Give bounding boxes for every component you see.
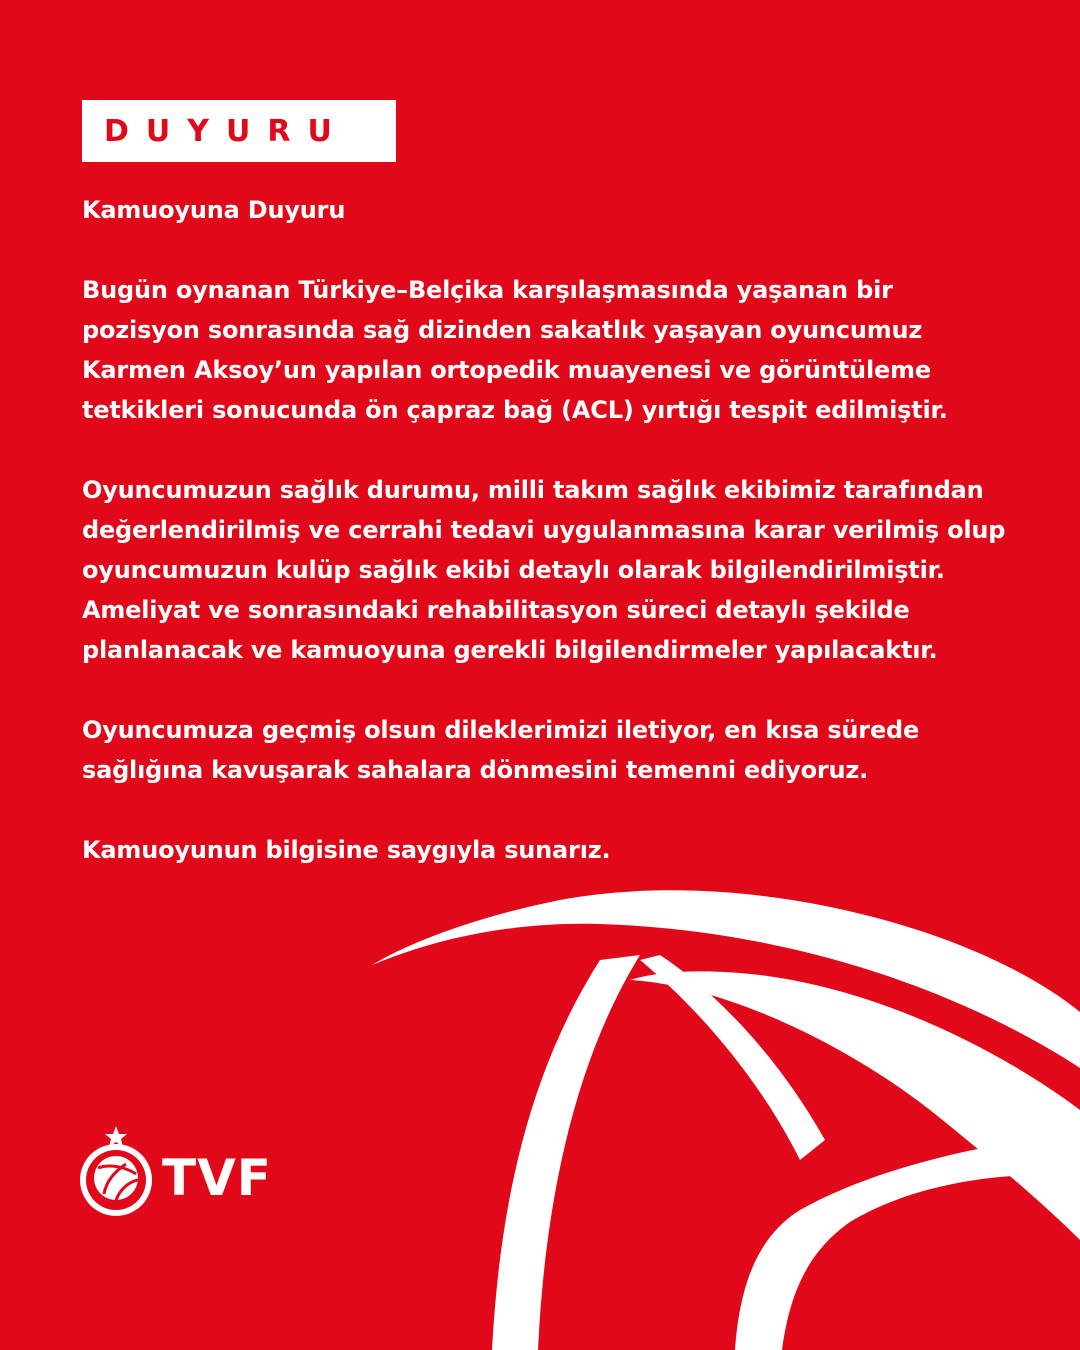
volleyball-crescent-star-icon xyxy=(76,1124,156,1224)
paragraph-line: pozisyon sonrasında sağ dizinden sakatlık yaşayan oyuncumuz xyxy=(82,316,923,344)
paragraph-line: Kamuoyunun bilgisine saygıyla sunarız. xyxy=(82,836,611,864)
announcement-body xyxy=(82,190,1042,910)
paragraph-line: oyuncumuzun kulüp sağlık ekibi detaylı olarak bilgilendirilmiştir. xyxy=(82,556,945,584)
paragraph-line: planlanacak ve kamuoyuna gerekli bilgilendirmeler yapılacaktır. xyxy=(82,636,938,664)
announcement-heading: Kamuoyuna Duyuru xyxy=(82,196,346,224)
paragraph-line: tetkikleri sonucunda ön çapraz bağ (ACL) yırtığı tespit edilmiştir. xyxy=(82,396,948,424)
paragraph-line: Oyuncumuzun sağlık durumu, milli takım sağlık ekibimiz tarafından xyxy=(82,476,984,504)
paragraph-line: değerlendirilmiş ve cerrahi tedavi uygulanmasına karar verilmiş olup xyxy=(82,516,1006,544)
paragraph-line: Oyuncumuza geçmiş olsun dileklerimizi iletiyor, en kısa sürede xyxy=(82,716,920,744)
paragraph-injury-report xyxy=(82,270,1042,430)
badge-label: DUYURU xyxy=(104,113,349,149)
tvf-wordmark: TVF xyxy=(162,1149,272,1207)
paragraph-line: Karmen Aksoy’un yapılan ortopedik muayenesi ve görüntüleme xyxy=(82,356,931,384)
tvf-logo xyxy=(76,1124,296,1224)
paragraph-line: Ameliyat ve sonrasındaki rehabilitasyon süreci detaylı şekilde xyxy=(82,596,910,624)
paragraph-wishes xyxy=(82,710,1042,790)
announcement-badge xyxy=(82,100,396,162)
paragraph-line: sağlığına kavuşarak sahalara dönmesini temenni ediyoruz. xyxy=(82,756,869,784)
paragraph-treatment-plan xyxy=(82,470,1042,670)
paragraph-closing xyxy=(82,830,1042,870)
paragraph-line: Bugün oynanan Türkiye–Belçika karşılaşmasında yaşanan bir xyxy=(82,276,893,304)
